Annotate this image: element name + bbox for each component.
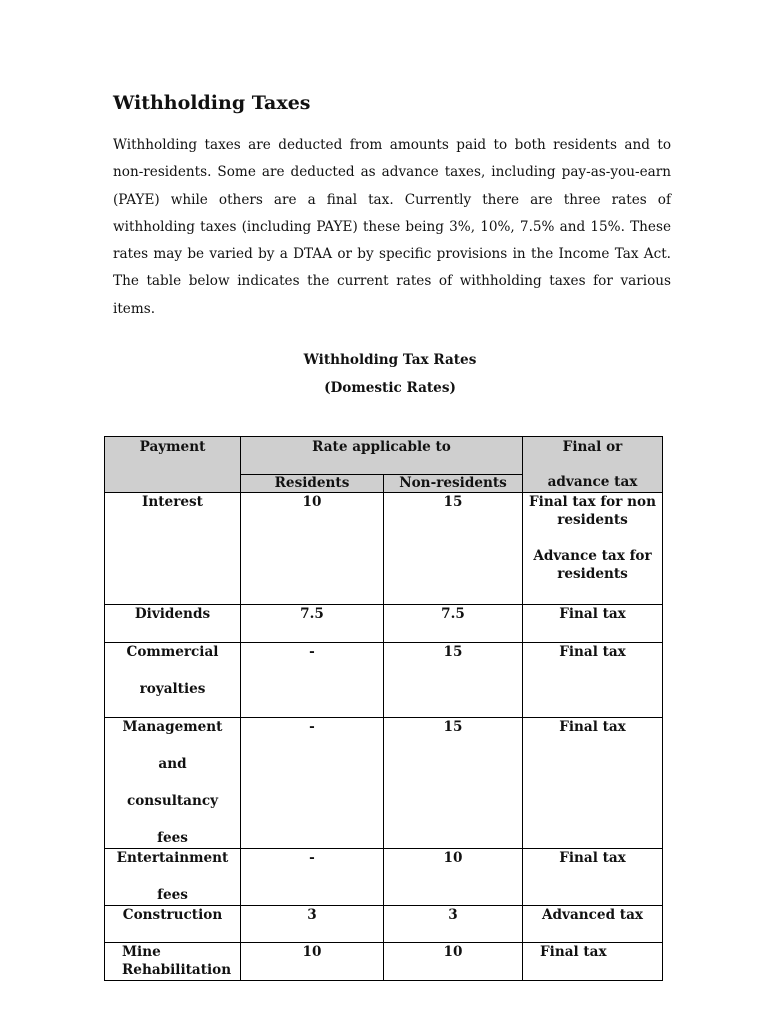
status-text: Final tax bbox=[540, 944, 607, 960]
header-advance-tax-label: advance tax bbox=[547, 474, 638, 490]
status-text: Final tax bbox=[559, 606, 626, 622]
page-title: Withholding Taxes bbox=[113, 92, 311, 114]
header-payment bbox=[105, 437, 241, 493]
cell-residents bbox=[241, 906, 384, 943]
cell-non-residents bbox=[384, 493, 523, 605]
cell-non-residents bbox=[384, 718, 523, 849]
status-text: Advanced tax bbox=[542, 907, 643, 923]
non-residents-rate: 3 bbox=[448, 907, 458, 923]
cell-status bbox=[523, 493, 663, 605]
residents-rate: - bbox=[309, 644, 315, 660]
non-residents-rate: 15 bbox=[443, 719, 463, 735]
payment-text-2: royalties bbox=[139, 681, 206, 697]
cell-status bbox=[523, 906, 663, 943]
cell-residents bbox=[241, 849, 384, 906]
cell-payment bbox=[105, 906, 241, 943]
table-row bbox=[105, 943, 663, 981]
payment-text: Construction bbox=[122, 907, 223, 923]
residents-rate: - bbox=[309, 850, 315, 866]
cell-payment bbox=[105, 605, 241, 643]
table-row bbox=[105, 493, 663, 605]
payment-text-4: fees bbox=[157, 830, 188, 846]
non-residents-rate: 10 bbox=[443, 944, 463, 960]
header-rate-label: Rate applicable to bbox=[312, 439, 451, 455]
cell-payment bbox=[105, 718, 241, 849]
table-row bbox=[105, 849, 663, 906]
cell-payment bbox=[105, 643, 241, 718]
table-title: Withholding Tax Rates bbox=[303, 352, 477, 368]
payment-text-3: consultancy bbox=[126, 793, 219, 809]
payment-text-2: Rehabilitation bbox=[122, 962, 232, 978]
status-text-2: Advance tax for residents bbox=[533, 548, 652, 582]
header-final-or-label: Final or bbox=[562, 439, 623, 455]
cell-non-residents bbox=[384, 605, 523, 643]
residents-rate: 3 bbox=[307, 907, 317, 923]
status-text: Final tax for non residents bbox=[529, 494, 656, 528]
residents-rate: - bbox=[309, 719, 315, 735]
cell-residents bbox=[241, 943, 384, 981]
table-row bbox=[105, 906, 663, 943]
table-row bbox=[105, 718, 663, 849]
residents-rate: 7.5 bbox=[300, 606, 324, 622]
cell-status bbox=[523, 718, 663, 849]
cell-payment bbox=[105, 943, 241, 981]
header-final-or-advance bbox=[523, 437, 663, 493]
non-residents-rate: 15 bbox=[443, 644, 463, 660]
intro-paragraph: Withholding taxes are deducted from amounts paid to both residents and to non-residents. Some are deducted as advance taxes, including pay-as-you-earn (PAYE) while others are a final tax. Currently there are three rates of withholding taxes (including PAYE) these being 3%, 10%, 7.5% and 15%. These rates may be varied by a DTAA or by specific provisions in the Income Tax Act. The table below indicates the current rates of withholding taxes for various items. bbox=[113, 137, 671, 317]
header-non-residents: Non-residents bbox=[384, 475, 523, 493]
payment-text: Commercial bbox=[126, 644, 219, 660]
payment-text-2: and bbox=[158, 756, 187, 772]
cell-status bbox=[523, 605, 663, 643]
residents-rate: 10 bbox=[302, 494, 322, 510]
non-residents-rate: 15 bbox=[443, 494, 463, 510]
header-payment-label: Payment bbox=[139, 439, 206, 455]
cell-non-residents bbox=[384, 906, 523, 943]
cell-residents bbox=[241, 493, 384, 605]
cell-payment bbox=[105, 849, 241, 906]
non-residents-rate: 7.5 bbox=[441, 606, 465, 622]
cell-non-residents bbox=[384, 849, 523, 906]
table-row bbox=[105, 643, 663, 718]
payment-text: Mine bbox=[122, 944, 161, 960]
payment-text: Dividends bbox=[134, 606, 211, 622]
payment-text: Interest bbox=[142, 494, 203, 510]
non-residents-rate: 10 bbox=[443, 850, 463, 866]
residents-rate: 10 bbox=[302, 944, 322, 960]
cell-status bbox=[523, 849, 663, 906]
status-text: Final tax bbox=[559, 644, 626, 660]
cell-residents bbox=[241, 605, 384, 643]
payment-text-2: fees bbox=[157, 887, 188, 903]
table-subtitle: (Domestic Rates) bbox=[324, 380, 456, 396]
cell-status bbox=[523, 643, 663, 718]
cell-non-residents bbox=[384, 943, 523, 981]
cell-residents bbox=[241, 643, 384, 718]
header-residents: Residents bbox=[241, 475, 384, 493]
status-text: Final tax bbox=[559, 719, 626, 735]
payment-text: Management bbox=[122, 719, 223, 735]
cell-residents bbox=[241, 718, 384, 849]
table-row bbox=[105, 605, 663, 643]
withholding-tax-table bbox=[104, 436, 663, 981]
cell-payment bbox=[105, 493, 241, 605]
cell-status bbox=[523, 943, 663, 981]
header-rate-applicable bbox=[241, 437, 523, 475]
status-text: Final tax bbox=[559, 850, 626, 866]
table-header-row bbox=[105, 437, 663, 475]
cell-non-residents bbox=[384, 643, 523, 718]
payment-text: Entertainment bbox=[116, 850, 229, 866]
